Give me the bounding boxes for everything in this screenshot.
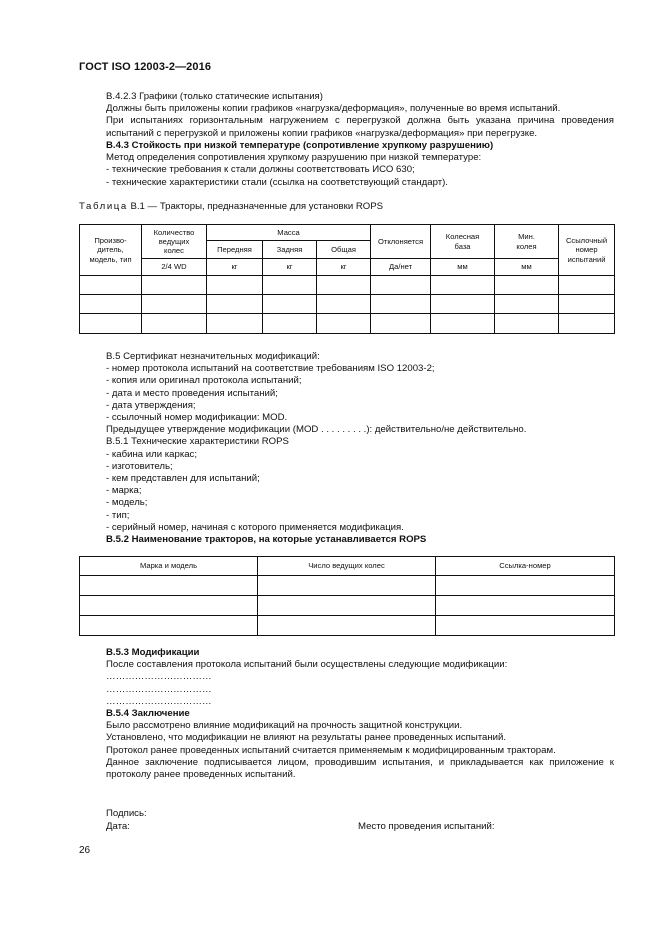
section-b54	[79, 708, 614, 781]
dotted-line: ……………………………	[106, 695, 212, 707]
section-b43-item: - технические требования к стали должны соответствовать ИСО 630;	[106, 164, 415, 176]
unit-wheelbase: мм	[431, 259, 495, 276]
section-b53	[79, 647, 614, 708]
section-b54-p2: Установлено, что модификации не влияют на результаты ранее проведенных испытаний.	[106, 732, 507, 744]
page-number: 26	[79, 845, 91, 856]
unit-driven-wheels: 2/4 WD	[142, 259, 207, 276]
section-b43-title: В.4.3 Стойкость при низкой температуре (сопротивление хрупкому разрушению)	[106, 140, 494, 151]
table-b1	[79, 224, 615, 334]
header-make-model: Марка и модель	[80, 557, 258, 576]
section-b423-p1: Должны быть приложены копии графиков «нагрузка/деформация», полученные во время испытаний.	[106, 103, 561, 115]
header-driven-wheels: Количество ведущих колес	[142, 225, 207, 259]
section-b423	[79, 91, 614, 140]
section-b51-item: - серийный номер, начиная с которого применяется модификация.	[106, 521, 404, 533]
header-deviations: Отклоняется	[371, 225, 431, 259]
place-label: Место проведения испытаний:	[358, 821, 495, 832]
section-b51-item: - изготовитель;	[106, 460, 173, 472]
section-b43-item: - технические характеристики стали (ссылка на соответствующий стандарт).	[106, 176, 448, 188]
date-label: Дата:	[106, 821, 130, 832]
section-b51-item: - кем представлен для испытаний;	[106, 473, 260, 485]
dotted-line: ……………………………	[106, 683, 212, 695]
section-b53-text: После составления протокола испытаний были осуществлены следующие модификации:	[106, 659, 508, 671]
section-b53-title: В.5.3 Модификации	[106, 647, 200, 658]
table-caption-text: В.1 — Тракторы, предназначенные для установки ROPS	[127, 201, 384, 212]
table-row	[80, 276, 615, 295]
header-front: Передняя	[207, 241, 263, 259]
header-mass: Масса	[207, 225, 371, 241]
table-row	[80, 314, 615, 334]
section-b54-p4: Данное заключение подписывается лицом, проводившим испытания, и прикладывается как приложение к протоколу ранее проведенных испытаний.	[106, 756, 614, 781]
unit-total: кг	[317, 259, 371, 276]
section-b52-title: В.5.2 Наименование тракторов, на которые устанавливается ROPS	[106, 534, 427, 546]
table-row	[80, 576, 615, 596]
section-b5-item: - ссылочный номер модификации: MOD.	[106, 412, 288, 424]
table-row	[80, 596, 615, 616]
section-b5-previous: Предыдущее утверждение модификации (MOD . . . . . . . . .): действительно/не действительно.	[106, 424, 527, 436]
section-b51-title: В.5.1 Технические характеристики ROPS	[106, 436, 289, 448]
section-b43-intro: Метод определения сопротивления хрупкому разрушению при низкой температуре:	[106, 152, 482, 164]
header-driven-wheels-count: Число ведущих колес	[258, 557, 436, 576]
table-row	[80, 295, 615, 314]
section-b423-title: В.4.2.3 Графики (только статические испытания)	[106, 91, 323, 102]
section-b51-item: - модель;	[106, 497, 148, 509]
section-b5-item: - номер протокола испытаний на соответствие требованиям ISO 12003-2;	[106, 363, 435, 375]
dotted-line: ……………………………	[106, 671, 212, 683]
section-b5-item: - копия или оригинал протокола испытаний;	[106, 375, 302, 387]
unit-deviations: Да/нет	[371, 259, 431, 276]
section-b51-item: - тип;	[106, 509, 130, 521]
header-rear: Задняя	[263, 241, 317, 259]
section-b51-item: - кабина или каркас;	[106, 448, 198, 460]
unit-rear: кг	[263, 259, 317, 276]
table-b1-caption	[79, 201, 383, 213]
section-b54-p3: Протокол ранее проведенных испытаний считается применяемым к модифицированным тракторам.	[106, 744, 556, 756]
table-row	[80, 616, 615, 636]
section-b54-title: В.5.4 Заключение	[106, 708, 190, 719]
section-b5-item: - дата утверждения;	[106, 399, 196, 411]
header-total: Общая	[317, 241, 371, 259]
table-caption-prefix: Таблица	[79, 201, 128, 212]
header-wheelbase: Колесная база	[431, 225, 495, 259]
header-manufacturer: Произво- дитель, модель, тип	[80, 225, 142, 276]
document-header: ГОСТ ISO 12003-2—2016	[79, 61, 212, 73]
section-b5	[79, 351, 614, 546]
table-b52	[79, 556, 615, 636]
unit-track: мм	[495, 259, 559, 276]
section-b423-p2: При испытаниях горизонтальным нагружением с перегрузкой должна быть указана причина проведения испытаний с перегрузкой и приложены копии графиков «нагрузка/деформация» при перегрузке.	[106, 115, 614, 139]
signature-label: Подпись:	[106, 808, 147, 819]
header-reference: Ссылочный номер испытаний	[559, 225, 615, 276]
section-b5-title: В.5 Сертификат незначительных модификаций:	[106, 351, 320, 362]
section-b43	[79, 140, 614, 189]
section-b54-p1: Было рассмотрено влияние модификаций на прочность защитной конструкции.	[106, 720, 463, 732]
header-track: Мин. колея	[495, 225, 559, 259]
header-reference-number: Ссылка-номер	[436, 557, 615, 576]
section-b5-item: - дата и место проведения испытаний;	[106, 387, 278, 399]
unit-front: кг	[207, 259, 263, 276]
section-b51-item: - марка;	[106, 485, 142, 497]
